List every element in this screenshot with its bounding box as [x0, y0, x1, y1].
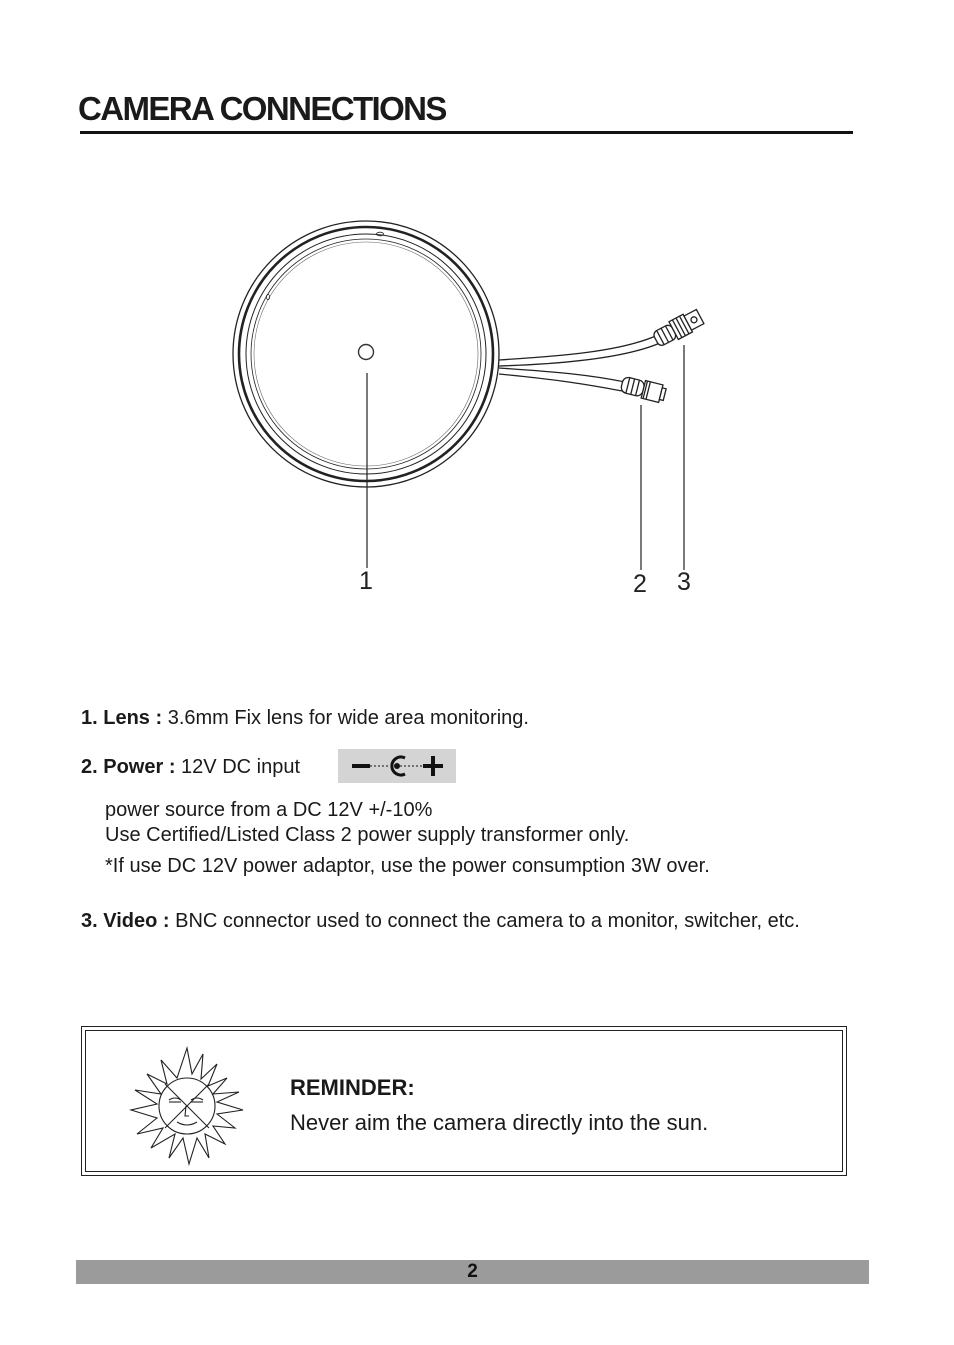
- video-text: BNC connector used to connect the camera to a monitor, switcher, etc.: [175, 910, 800, 932]
- power-note-1: power source from a DC 12V +/-10%: [105, 799, 433, 821]
- page-title: CAMERA CONNECTIONS: [78, 90, 446, 127]
- lens-text: 3.6mm Fix lens for wide area monitoring.: [167, 707, 529, 729]
- callout-3-label: 3: [677, 568, 691, 596]
- video-description: [81, 909, 800, 933]
- power-description: [81, 755, 300, 779]
- sun-warning-icon: [125, 1044, 249, 1168]
- callout-2-label: 2: [633, 570, 647, 598]
- lens-label: 1. Lens :: [81, 707, 163, 729]
- power-note-3: *If use DC 12V power adaptor, use the power consumption 3W over.: [105, 855, 710, 877]
- camera-diagram: [0, 200, 954, 620]
- title-underline: [80, 131, 853, 134]
- power-note-2: Use Certified/Listed Class 2 power supply transformer only.: [105, 824, 630, 846]
- lens-icon: [359, 345, 374, 360]
- power-text: 12V DC input: [181, 756, 301, 778]
- video-label: 3. Video :: [81, 910, 170, 932]
- power-connector-icon: [620, 375, 667, 403]
- reminder-box: [81, 1026, 847, 1176]
- callout-1-label: 1: [359, 567, 373, 595]
- video-connector-icon: [651, 308, 705, 349]
- page-number: 2: [467, 1261, 478, 1282]
- page-footer-bar: [76, 1260, 869, 1284]
- power-label: 2. Power :: [81, 756, 176, 778]
- dc-polarity-icon: [338, 749, 456, 783]
- reminder-text: Never aim the camera directly into the sun.: [290, 1110, 709, 1135]
- lens-description: [81, 706, 529, 730]
- reminder-title: REMINDER:: [290, 1075, 415, 1100]
